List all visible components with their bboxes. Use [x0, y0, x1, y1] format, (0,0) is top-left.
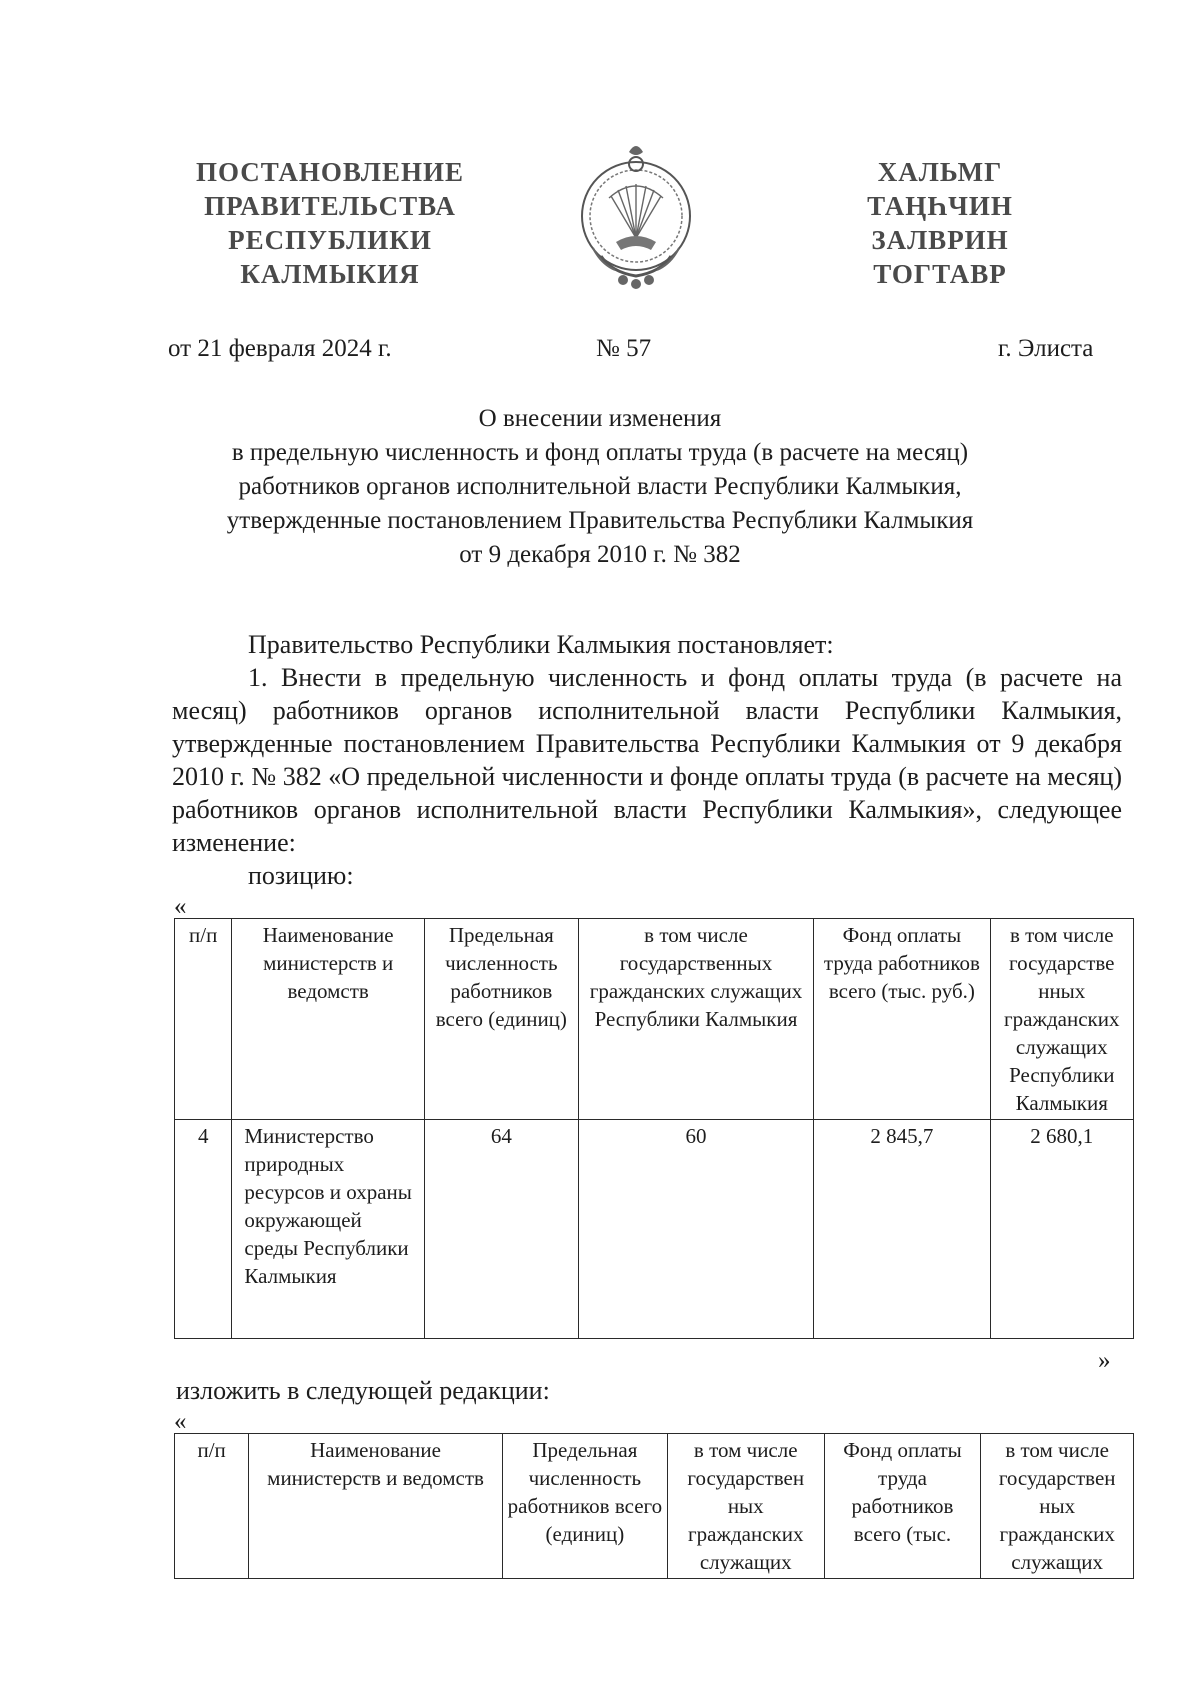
header-cell: в том числе государстве нных гражданских служащих Республики Калмыкия	[990, 919, 1133, 1120]
fund-total: 2 845,7	[814, 1120, 990, 1339]
document-title	[150, 402, 1050, 572]
table-row	[175, 1120, 1134, 1339]
header-line: РЕСПУБЛИКИ	[228, 225, 432, 255]
header-cell: Фонд оплаты труда работников всего (тыс.	[824, 1434, 981, 1579]
table-header-row	[175, 919, 1134, 1120]
title-line: в предельную численность и фонд оплаты труда (в расчете на месяц)	[231, 439, 969, 466]
coat-of-arms-emblem	[571, 138, 701, 293]
header-line: ЗАЛВРИН	[871, 225, 1009, 255]
title-line: утвержденные постановлением Правительства Республики Калмыкия	[226, 507, 974, 534]
title-line: от 9 декабря 2010 г. № 382	[459, 541, 741, 568]
new-position-table	[174, 1433, 1134, 1579]
header-cell: п/п	[175, 919, 232, 1120]
intro-paragraph: Правительство Республики Калмыкия постановляет:	[248, 630, 834, 659]
header-cell: Предельная численность работников всего (единиц)	[424, 919, 578, 1120]
header-line: ПОСТАНОВЛЕНИЕ	[195, 157, 465, 187]
staff-total: 64	[424, 1120, 578, 1339]
header-line: ТОГТАВР	[873, 259, 1007, 289]
header-line: КАЛМЫКИЯ	[240, 259, 420, 289]
header-kalmyk	[850, 155, 1030, 291]
header-cell: в том числе государствен ных гражданских служащих	[667, 1434, 824, 1579]
header-cell: в том числе государствен ных гражданских служащих	[981, 1434, 1134, 1579]
header-cell: Наименование министерств и ведомств	[232, 919, 425, 1120]
table-header-row	[175, 1434, 1134, 1579]
header-russian	[180, 155, 480, 291]
document-date: от 21 февраля 2024 г.	[168, 335, 392, 362]
header-line: ХАЛЬМГ	[877, 157, 1003, 187]
restate-label: изложить в следующей редакции:	[176, 1376, 550, 1405]
header-cell: п/п	[175, 1434, 249, 1579]
header-cell: Наименование министерств и ведомств	[249, 1434, 503, 1579]
document-number: № 57	[596, 335, 652, 362]
header-cell: в том числе государственных гражданских служащих Республики Калмыкия	[578, 919, 814, 1120]
header-cell: Фонд оплаты труда работников всего (тыс. руб.)	[814, 919, 990, 1120]
fund-civil: 2 680,1	[990, 1120, 1133, 1339]
title-line: О внесении изменения	[478, 405, 722, 432]
header-line: ПРАВИТЕЛЬСТВА	[204, 191, 456, 221]
header-cell: Предельная численность работников всего (единиц)	[502, 1434, 667, 1579]
old-position-table	[174, 918, 1134, 1339]
title-line: работников органов исполнительной власти Республики Калмыкия,	[238, 473, 962, 500]
row-number: 4	[175, 1120, 232, 1339]
civil-servants: 60	[578, 1120, 814, 1339]
header-line: ТАҢҺЧИН	[867, 191, 1013, 221]
ministry-name: Министерство природных ресурсов и охраны окружающей среды Республики Калмыкия	[232, 1120, 425, 1339]
opening-quote: «	[174, 893, 187, 920]
paragraph-1: 1. Внести в предельную численность и фонд оплаты труда (в расчете на месяц) работников органов исполнительной власти Республики Калмыкия, утвержденные постановлением Правительства Республики Калмыкия от 9 декабря 2010 г. № 382 «О предельной численности и фонде оплаты труда (в расчете на месяц) работников органов исполнительной власти Республики Калмыкия», следующее изменение:	[172, 663, 1122, 857]
position-label: позицию:	[248, 861, 354, 890]
document-city: г. Элиста	[998, 335, 1094, 362]
closing-quote: »	[1098, 1347, 1111, 1374]
opening-quote: «	[174, 1408, 187, 1435]
